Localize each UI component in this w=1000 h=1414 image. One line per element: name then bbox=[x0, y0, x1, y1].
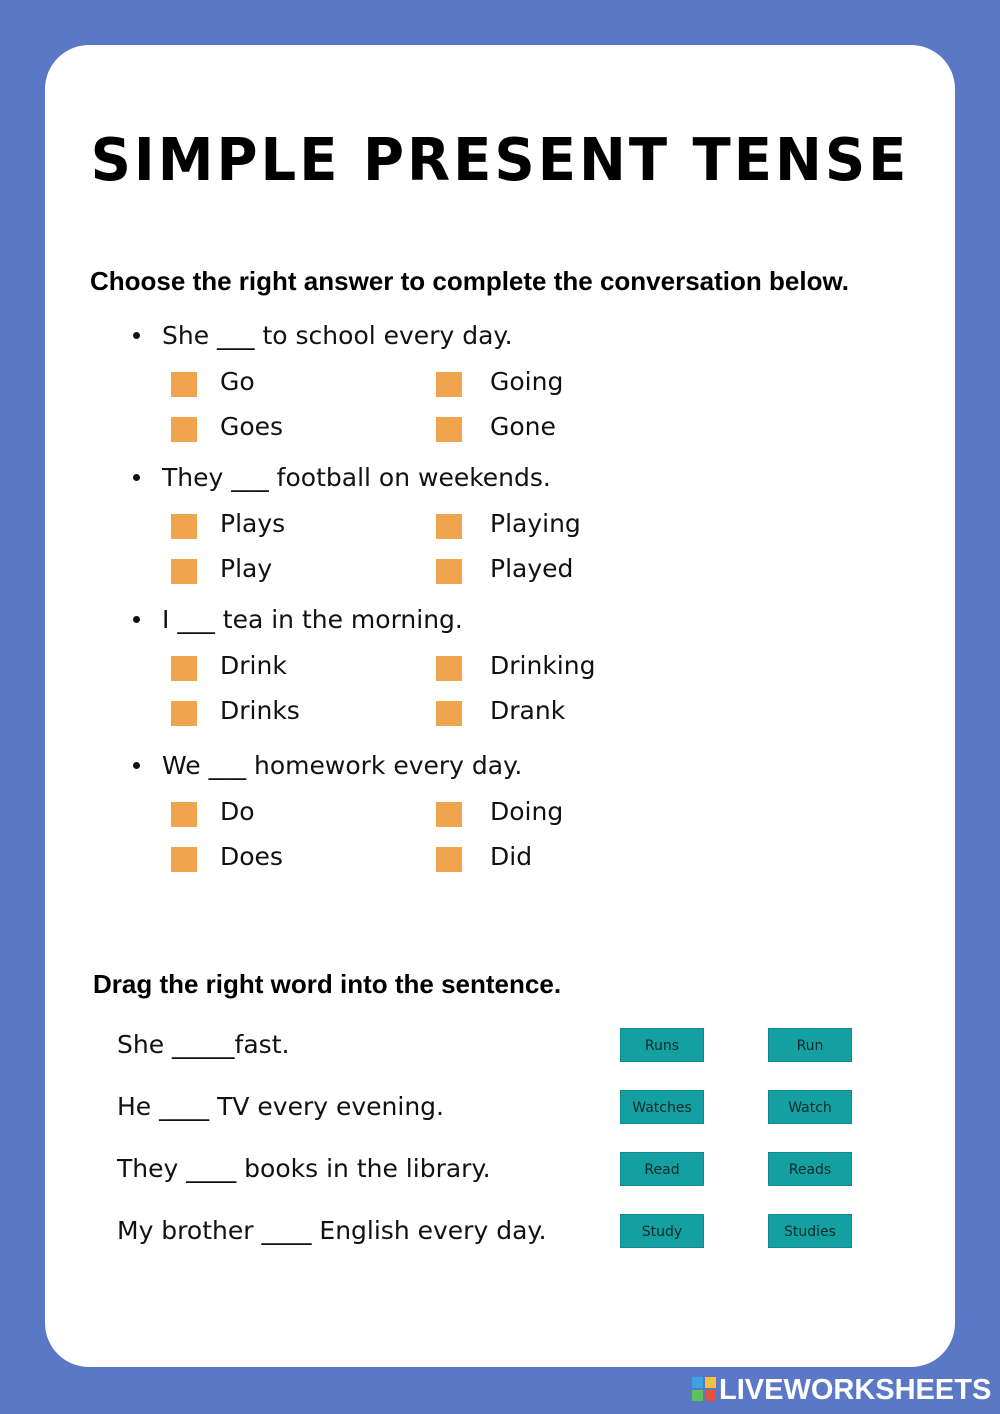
word-chip[interactable]: Studies bbox=[768, 1214, 852, 1248]
question-text: I ___ tea in the morning. bbox=[162, 605, 463, 634]
question-text: They ___ football on weekends. bbox=[162, 463, 551, 492]
bullet-icon bbox=[133, 332, 140, 339]
option-label[interactable]: Going bbox=[490, 367, 564, 396]
option-checkbox[interactable] bbox=[436, 802, 462, 827]
word-chip[interactable]: Run bbox=[768, 1028, 852, 1062]
option-label[interactable]: Do bbox=[220, 797, 255, 826]
question-text: We ___ homework every day. bbox=[162, 751, 523, 780]
option-checkbox[interactable] bbox=[171, 559, 197, 584]
word-chip[interactable]: Watches bbox=[620, 1090, 704, 1124]
option-checkbox[interactable] bbox=[171, 417, 197, 442]
option-label[interactable]: Drinking bbox=[490, 651, 596, 680]
word-chip[interactable]: Runs bbox=[620, 1028, 704, 1062]
section1-instruction: Choose the right answer to complete the conversation below. bbox=[90, 266, 849, 296]
option-checkbox[interactable] bbox=[436, 701, 462, 726]
option-label[interactable]: Played bbox=[490, 554, 574, 583]
option-checkbox[interactable] bbox=[171, 514, 197, 539]
option-checkbox[interactable] bbox=[436, 372, 462, 397]
drag-sentence: She _____fast. bbox=[117, 1030, 290, 1059]
question-3 bbox=[133, 605, 463, 634]
option-label[interactable]: Drink bbox=[220, 651, 287, 680]
word-chip[interactable]: Study bbox=[620, 1214, 704, 1248]
option-checkbox[interactable] bbox=[171, 701, 197, 726]
option-checkbox[interactable] bbox=[436, 559, 462, 584]
option-checkbox[interactable] bbox=[171, 372, 197, 397]
option-label[interactable]: Doing bbox=[490, 797, 564, 826]
option-checkbox[interactable] bbox=[171, 656, 197, 681]
option-label[interactable]: Plays bbox=[220, 509, 286, 538]
drag-sentence: My brother ____ English every day. bbox=[117, 1216, 547, 1245]
section2-instruction: Drag the right word into the sentence. bbox=[93, 969, 562, 999]
bullet-icon bbox=[133, 762, 140, 769]
option-label[interactable]: Does bbox=[220, 842, 283, 871]
option-checkbox[interactable] bbox=[171, 847, 197, 872]
option-label[interactable]: Did bbox=[490, 842, 533, 871]
option-label[interactable]: Drinks bbox=[220, 696, 300, 725]
option-checkbox[interactable] bbox=[436, 656, 462, 681]
brand-name: LIVEWORKSHEETS bbox=[719, 1374, 992, 1406]
question-1 bbox=[133, 321, 513, 350]
brand-logo[interactable] bbox=[692, 1376, 991, 1404]
option-label[interactable]: Gone bbox=[490, 412, 556, 441]
option-checkbox[interactable] bbox=[436, 514, 462, 539]
drag-sentence: He ____ TV every evening. bbox=[117, 1092, 444, 1121]
option-checkbox[interactable] bbox=[436, 847, 462, 872]
option-label[interactable]: Drank bbox=[490, 696, 566, 725]
question-4 bbox=[133, 751, 522, 780]
option-label[interactable]: Playing bbox=[490, 509, 581, 538]
liveworksheets-logo-icon bbox=[692, 1377, 716, 1401]
bullet-icon bbox=[133, 616, 140, 623]
word-chip[interactable]: Reads bbox=[768, 1152, 852, 1186]
drag-sentence: They ____ books in the library. bbox=[117, 1154, 491, 1183]
option-checkbox[interactable] bbox=[436, 417, 462, 442]
page-title: SIMPLE PRESENT TENSE bbox=[90, 126, 910, 195]
option-label[interactable]: Goes bbox=[220, 412, 284, 441]
bullet-icon bbox=[133, 474, 140, 481]
word-chip[interactable]: Read bbox=[620, 1152, 704, 1186]
option-checkbox[interactable] bbox=[171, 802, 197, 827]
word-chip[interactable]: Watch bbox=[768, 1090, 852, 1124]
question-text: She ___ to school every day. bbox=[162, 321, 513, 350]
option-label[interactable]: Play bbox=[220, 554, 273, 583]
option-label[interactable]: Go bbox=[220, 367, 255, 396]
question-2 bbox=[133, 463, 551, 492]
